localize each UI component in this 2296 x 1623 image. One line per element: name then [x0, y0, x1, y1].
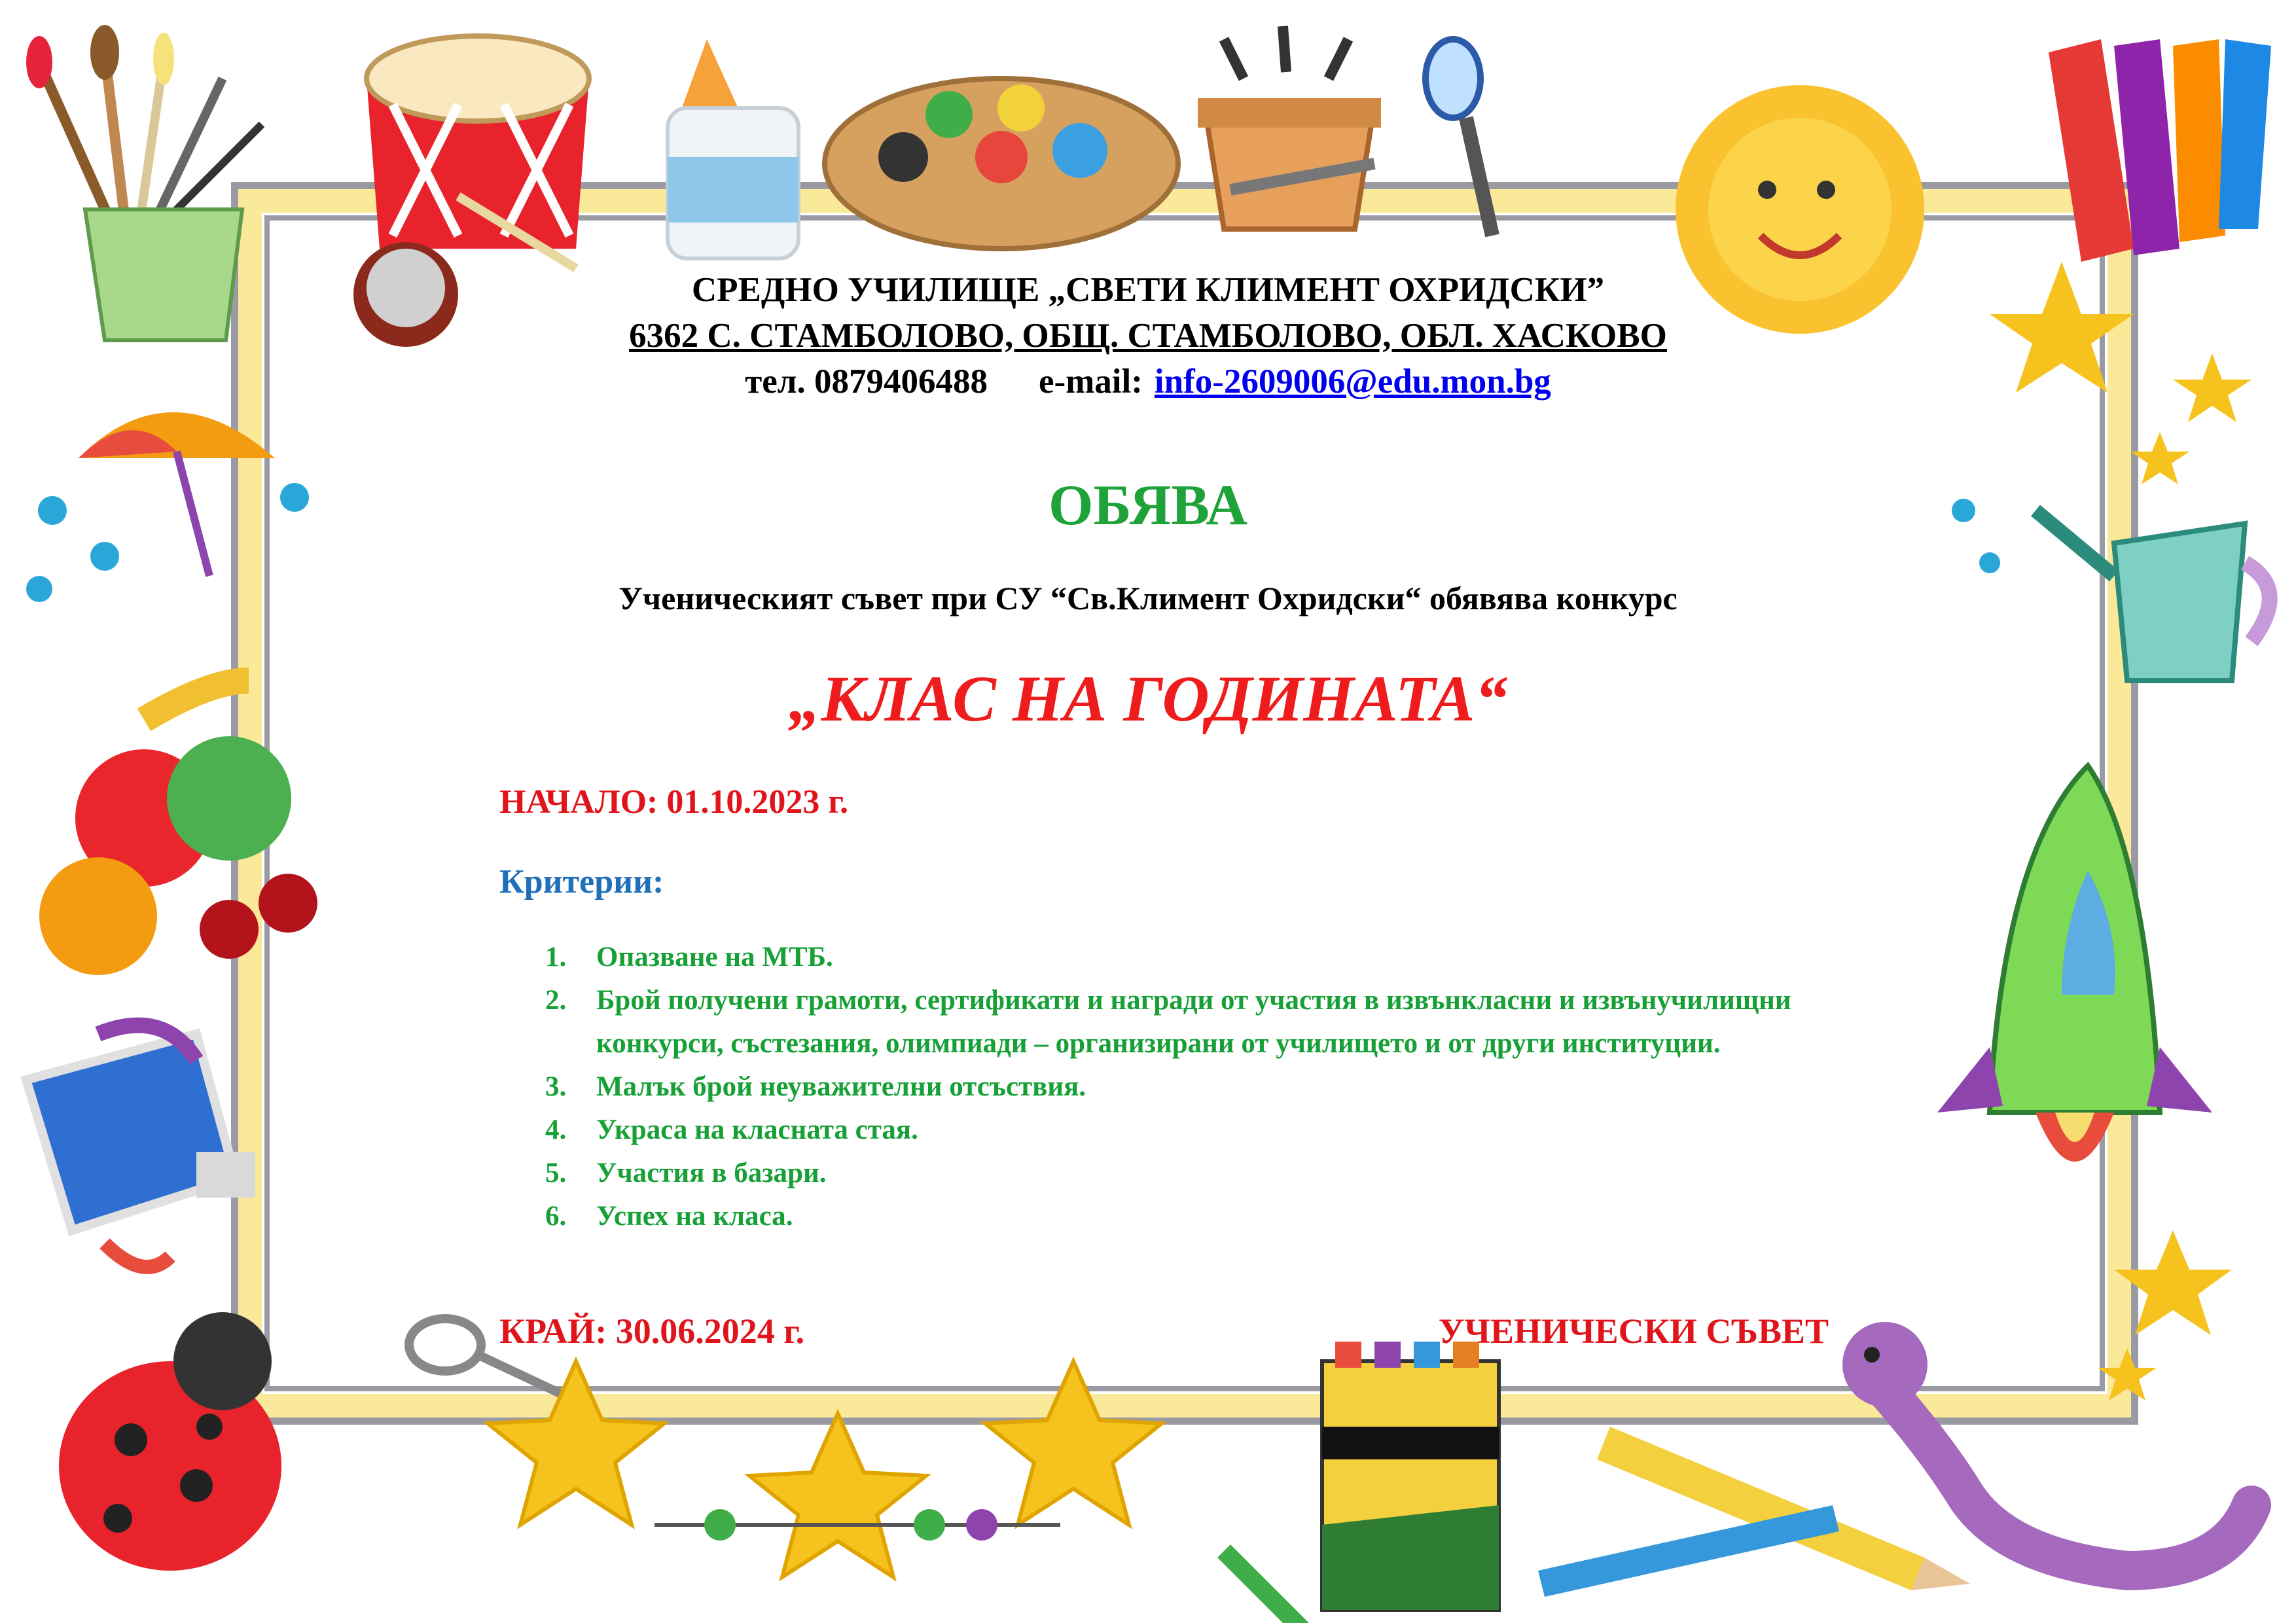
item-number: 2.	[545, 985, 567, 1016]
item-text: Украса на класната стая.	[596, 1115, 918, 1145]
contact-line	[0, 362, 2296, 401]
email-label: e-mail:	[1038, 363, 1143, 401]
list-item	[545, 936, 1821, 979]
rocket-icon	[1937, 766, 2212, 1162]
glue-bottle-icon	[668, 39, 798, 259]
list-item	[545, 1152, 1821, 1195]
school-name: СРЕДНО УЧИЛИЩЕ „СВЕТИ КЛИМЕНТ ОХРИДСКИ”	[691, 271, 1605, 309]
end-date: КРАЙ: 30.06.2024 г.	[499, 1311, 805, 1351]
item-number: 3.	[545, 1071, 567, 1102]
email-link[interactable]: info-2609006@edu.mon.bg	[1154, 363, 1551, 401]
ladybug-icon	[59, 1312, 281, 1571]
item-number: 4.	[545, 1115, 567, 1145]
item-text: Малък брой неуважителни отсъствия.	[596, 1071, 1086, 1102]
item-text: Опазване на МТБ.	[596, 942, 833, 972]
address-text: 6362 С. СТАМБОЛОВО, ОБЩ. СТАМБОЛОВО, ОБЛ. ХАСКОВО	[629, 317, 1667, 355]
announcement-intro: Ученическият съвет при СУ “Св.Климент Охридски“ обявява конкурс	[619, 580, 1677, 616]
smiling-star-icon	[488, 1361, 1162, 1577]
phone-number: тел. 0879406488	[745, 363, 988, 401]
announcement-heading: ОБЯВА	[1049, 474, 1247, 537]
criteria-title: Критерии:	[499, 863, 664, 901]
list-item	[545, 979, 1821, 1065]
list-item	[545, 1195, 1821, 1238]
item-number: 5.	[545, 1158, 567, 1188]
list-item	[545, 1065, 1821, 1109]
item-text: Брой получени грамоти, сертификати и награди от участия в извънкласни и извънучилищни конкурси, състезания, олимпиади – организирани от училището и от други институции.	[596, 985, 1791, 1059]
list-item	[545, 1109, 1821, 1152]
colored-pencils-icon	[2049, 39, 2271, 262]
paint-tube-icon	[26, 1026, 255, 1267]
start-date: НАЧАЛО: 01.10.2023 г.	[499, 783, 849, 821]
school-address	[0, 316, 2296, 355]
item-number: 1.	[545, 942, 567, 972]
contest-title: „КЛАС НА ГОДИНАТА“	[788, 662, 1508, 735]
signature: УЧЕНИЧЕСКИ СЪВЕТ	[1438, 1311, 1829, 1351]
crayon-icon	[1217, 1544, 1309, 1623]
item-text: Успех на класа.	[596, 1201, 793, 1232]
item-text: Участия в базари.	[596, 1158, 827, 1188]
paint-palette-icon	[825, 79, 1178, 249]
criteria-list	[545, 936, 1821, 1238]
flower-pot-icon	[1198, 26, 1381, 229]
pencil-icon	[1538, 1427, 1970, 1597]
worm-icon	[1842, 1322, 2251, 1571]
item-number: 6.	[545, 1201, 567, 1232]
crayon-box-icon	[1322, 1342, 1499, 1610]
